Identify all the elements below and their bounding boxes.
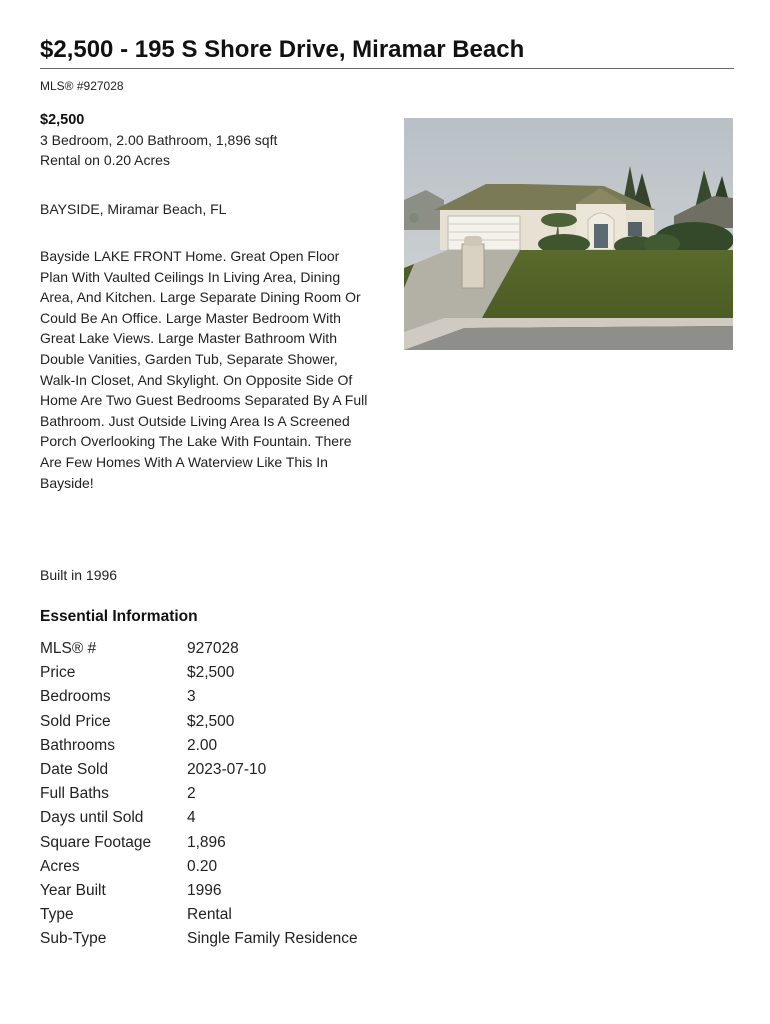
row-value: 1996	[187, 882, 222, 900]
table-row	[40, 758, 358, 782]
table-row	[40, 806, 358, 830]
row-label: Type	[40, 906, 74, 924]
row-label: Square Footage	[40, 833, 152, 851]
row-label: Acres	[40, 857, 80, 875]
row-value: 4	[187, 809, 196, 827]
row-value: 1,896	[187, 833, 226, 851]
row-label: Year Built	[40, 882, 106, 900]
table-row	[40, 831, 358, 855]
listing-summary	[40, 110, 277, 170]
title-divider	[40, 68, 734, 69]
table-row	[40, 685, 358, 709]
row-value: 2	[187, 785, 196, 803]
property-photo	[404, 118, 733, 350]
table-row	[40, 855, 358, 879]
row-label: Price	[40, 664, 76, 682]
table-row	[40, 710, 358, 734]
essential-information-heading: Essential Information	[40, 608, 198, 625]
mls-number-line: MLS® #927028	[40, 79, 124, 93]
row-label: Bathrooms	[40, 736, 115, 754]
rental-acres: Rental on 0.20 Acres	[40, 152, 170, 168]
table-row	[40, 879, 358, 903]
row-label: Bedrooms	[40, 688, 111, 706]
row-label: Sold Price	[40, 712, 111, 730]
row-value: $2,500	[187, 664, 235, 682]
row-value: 927028	[187, 640, 239, 657]
row-label: Days until Sold	[40, 809, 144, 827]
beds-baths-sqft: 3 Bedroom, 2.00 Bathroom, 1,896 sqft	[40, 132, 278, 148]
row-label: Full Baths	[40, 785, 109, 803]
listing-location: BAYSIDE, Miramar Beach, FL	[40, 201, 227, 217]
table-row	[40, 927, 358, 951]
row-value: 2.00	[187, 736, 218, 754]
table-row	[40, 661, 358, 685]
row-value: 0.20	[187, 857, 218, 875]
row-label: Date Sold	[40, 761, 109, 779]
table-row	[40, 903, 358, 927]
row-label: MLS® #	[40, 640, 97, 657]
essential-information-table	[40, 637, 358, 952]
row-value: Rental	[187, 906, 232, 924]
table-row	[40, 637, 358, 661]
table-row	[40, 782, 358, 806]
row-label: Sub-Type	[40, 930, 107, 948]
row-value: 2023-07-10	[187, 761, 267, 779]
year-built-line: Built in 1996	[40, 567, 118, 583]
table-row	[40, 734, 358, 758]
house-illustration	[404, 118, 733, 350]
row-value: Single Family Residence	[187, 930, 358, 948]
listing-price: $2,500	[40, 112, 85, 128]
listing-description: Bayside LAKE FRONT Home. Great Open Floor Plan With Vaulted Ceilings In Living Area, Dining Area, And Kitchen. Large Separate Dining Room Or Could Be An Office. Large Master Bedroom With Great Lake Views. Large Master Bathroom With Double Vanities, Garden Tub, Separate Shower, Walk-In Closet, And Skylight. On Opposite Side Of Home Are Two Guest Bedrooms Separated By A Full Bathroom. Just Outside Living Area Is A Screened Porch Overlooking The Lake With Fountain. There Are Few Homes With A Waterview Like This In Bayside!	[40, 248, 368, 491]
row-value: $2,500	[187, 712, 235, 730]
page-title: $2,500 - 195 S Shore Drive, Miramar Beach	[40, 36, 525, 63]
row-value: 3	[187, 688, 196, 706]
